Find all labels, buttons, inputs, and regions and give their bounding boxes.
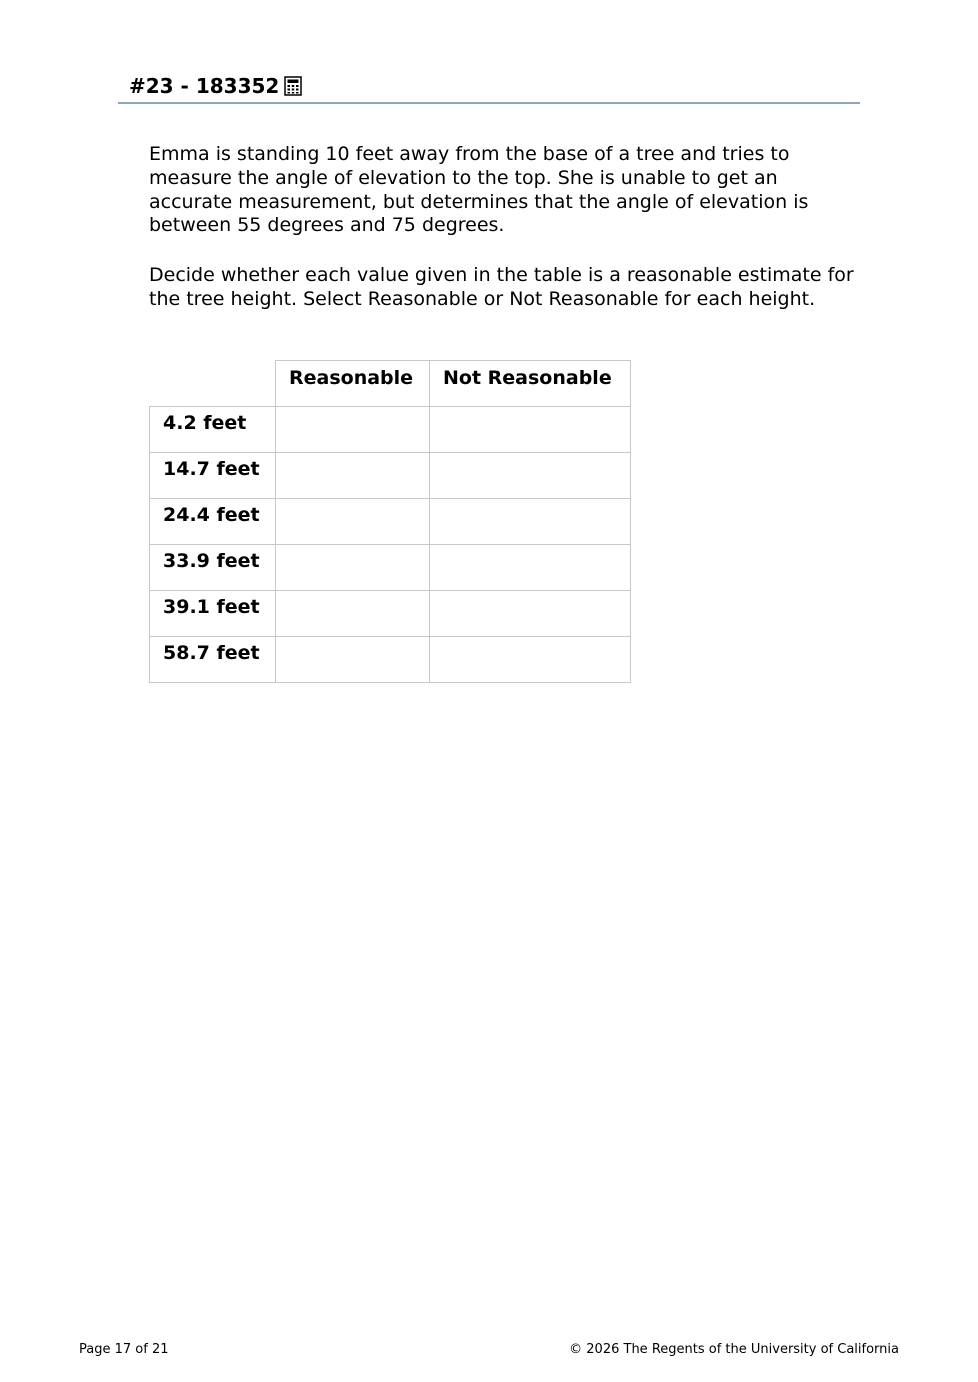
reasonable-option-cell[interactable] — [276, 499, 430, 545]
table-row — [150, 637, 631, 683]
reasonable-option-cell[interactable] — [276, 407, 430, 453]
reasonable-option-cell[interactable] — [276, 453, 430, 499]
table-row — [150, 545, 631, 591]
table-header-row — [150, 361, 631, 407]
question-number: #23 - 183352 — [129, 74, 280, 98]
not-reasonable-option-cell[interactable] — [430, 637, 631, 683]
row-label: 39.1 feet — [150, 591, 276, 637]
question-body — [149, 143, 859, 312]
not-reasonable-option-cell[interactable] — [430, 499, 631, 545]
row-label: 14.7 feet — [150, 453, 276, 499]
reasonable-option-cell[interactable] — [276, 591, 430, 637]
question-stem: Emma is standing 10 feet away from the base of a tree and tries to measure the angle of elevation to the top. She is unable to get an accurate measurement, but determines that the angle of elevation is between 55 degrees and 75 degrees. — [149, 143, 809, 237]
table-corner-cell — [150, 361, 276, 407]
not-reasonable-option-cell[interactable] — [430, 453, 631, 499]
question-header — [118, 72, 860, 104]
table-row — [150, 407, 631, 453]
reasonable-option-cell[interactable] — [276, 545, 430, 591]
reasonable-option-cell[interactable] — [276, 637, 430, 683]
row-label: 58.7 feet — [150, 637, 276, 683]
question-title-wrap — [129, 74, 302, 98]
copyright-notice: © 2026 The Regents of the University of California — [569, 1342, 899, 1357]
not-reasonable-option-cell[interactable] — [430, 591, 631, 637]
row-label: 24.4 feet — [150, 499, 276, 545]
table-row — [150, 499, 631, 545]
table-row — [150, 453, 631, 499]
row-label: 4.2 feet — [150, 407, 276, 453]
not-reasonable-option-cell[interactable] — [430, 545, 631, 591]
row-label: 33.9 feet — [150, 545, 276, 591]
choice-table — [149, 360, 631, 683]
page-number: Page 17 of 21 — [79, 1342, 169, 1357]
calculator-icon — [284, 76, 302, 96]
table-row — [150, 591, 631, 637]
not-reasonable-option-cell[interactable] — [430, 407, 631, 453]
column-header-reasonable: Reasonable — [276, 361, 430, 407]
question-instructions: Decide whether each value given in the table is a reasonable estimate for the tree height. Select Reasonable or Not Reasonable for each height. — [149, 264, 854, 310]
column-header-not-reasonable: Not Reasonable — [430, 361, 631, 407]
